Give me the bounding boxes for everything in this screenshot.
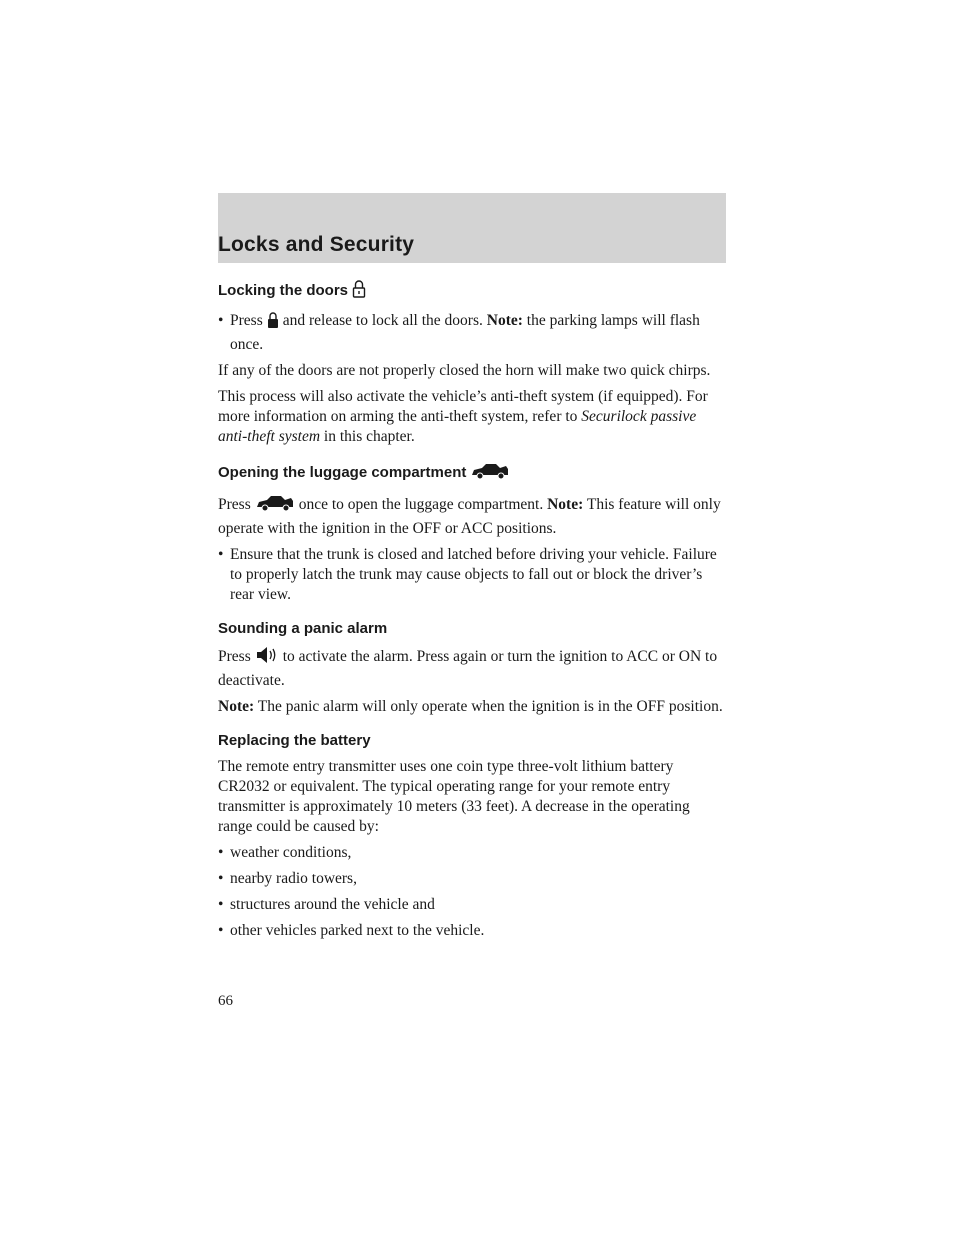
bullet-dot: • (218, 922, 224, 939)
section-header-band (218, 193, 726, 263)
trunk-icon (470, 461, 510, 487)
paragraph: Press to activate the alarm. Press again or turn the ignition to ACC or ON to deactivate. (218, 645, 728, 691)
heading-replacing-battery: Replacing the battery (218, 732, 371, 749)
list-item: • Ensure that the trunk is closed and latched before driving your vehicle. Failure to properly latch the trunk may cause objects to fall out or block the driver’s rear view. (218, 546, 717, 603)
bullet-dot: • (218, 844, 224, 861)
bullet-dot: • (218, 312, 224, 329)
bullet-dot: • (218, 870, 224, 887)
panic-alarm-icon (255, 645, 279, 671)
heading-locking-doors: Locking the doors (218, 279, 728, 305)
section-panic-alarm (218, 619, 728, 717)
cross-reference: Securilock passive anti-theft system (218, 408, 697, 445)
bullet-dot: • (218, 896, 224, 913)
list-item: • nearby radio towers, (218, 870, 357, 887)
heading-luggage-compartment: Opening the luggage compartment (218, 461, 728, 487)
page-header-title: Locks and Security (218, 233, 415, 256)
section-locking-doors (218, 279, 728, 447)
car-trunk-icon (255, 493, 295, 519)
list-item: • other vehicles parked next to the vehicle. (218, 922, 485, 939)
list-item: • structures around the vehicle and (218, 896, 435, 913)
paragraph: Press once to open the luggage compartment. Note: This feature will only operate with the ignition in the OFF or ACC positions. (218, 493, 728, 539)
section-luggage-compartment (218, 461, 728, 605)
page-number: 66 (218, 993, 233, 1009)
lock-icon (352, 279, 366, 305)
list-item: • weather conditions, (218, 844, 352, 861)
section-replacing-battery (218, 731, 728, 941)
paragraph: This process will also activate the vehicle’s anti-theft system (if equipped). For more information on arming the anti-theft system, refer to Securilock passive anti-theft system in this chapter. (218, 388, 708, 445)
bullet-dot: • (218, 546, 224, 563)
list-item: • Press and release to lock all the doors. Note: the parking lamps will flash once. (218, 312, 700, 353)
paragraph: If any of the doors are not properly closed the horn will make two quick chirps. (218, 362, 711, 379)
heading-panic-alarm: Sounding a panic alarm (218, 620, 388, 637)
page-content (218, 279, 728, 947)
paragraph: The remote entry transmitter uses one coin type three-volt lithium battery CR2032 or equivalent. The typical operating range for your remote entry transmitter is approximately 10 meters (33 feet). A decrease in the operating range could be caused by: (218, 758, 690, 835)
paragraph: Note: The panic alarm will only operate when the ignition is in the OFF position. (218, 698, 723, 715)
lock-closed-icon (267, 311, 279, 335)
